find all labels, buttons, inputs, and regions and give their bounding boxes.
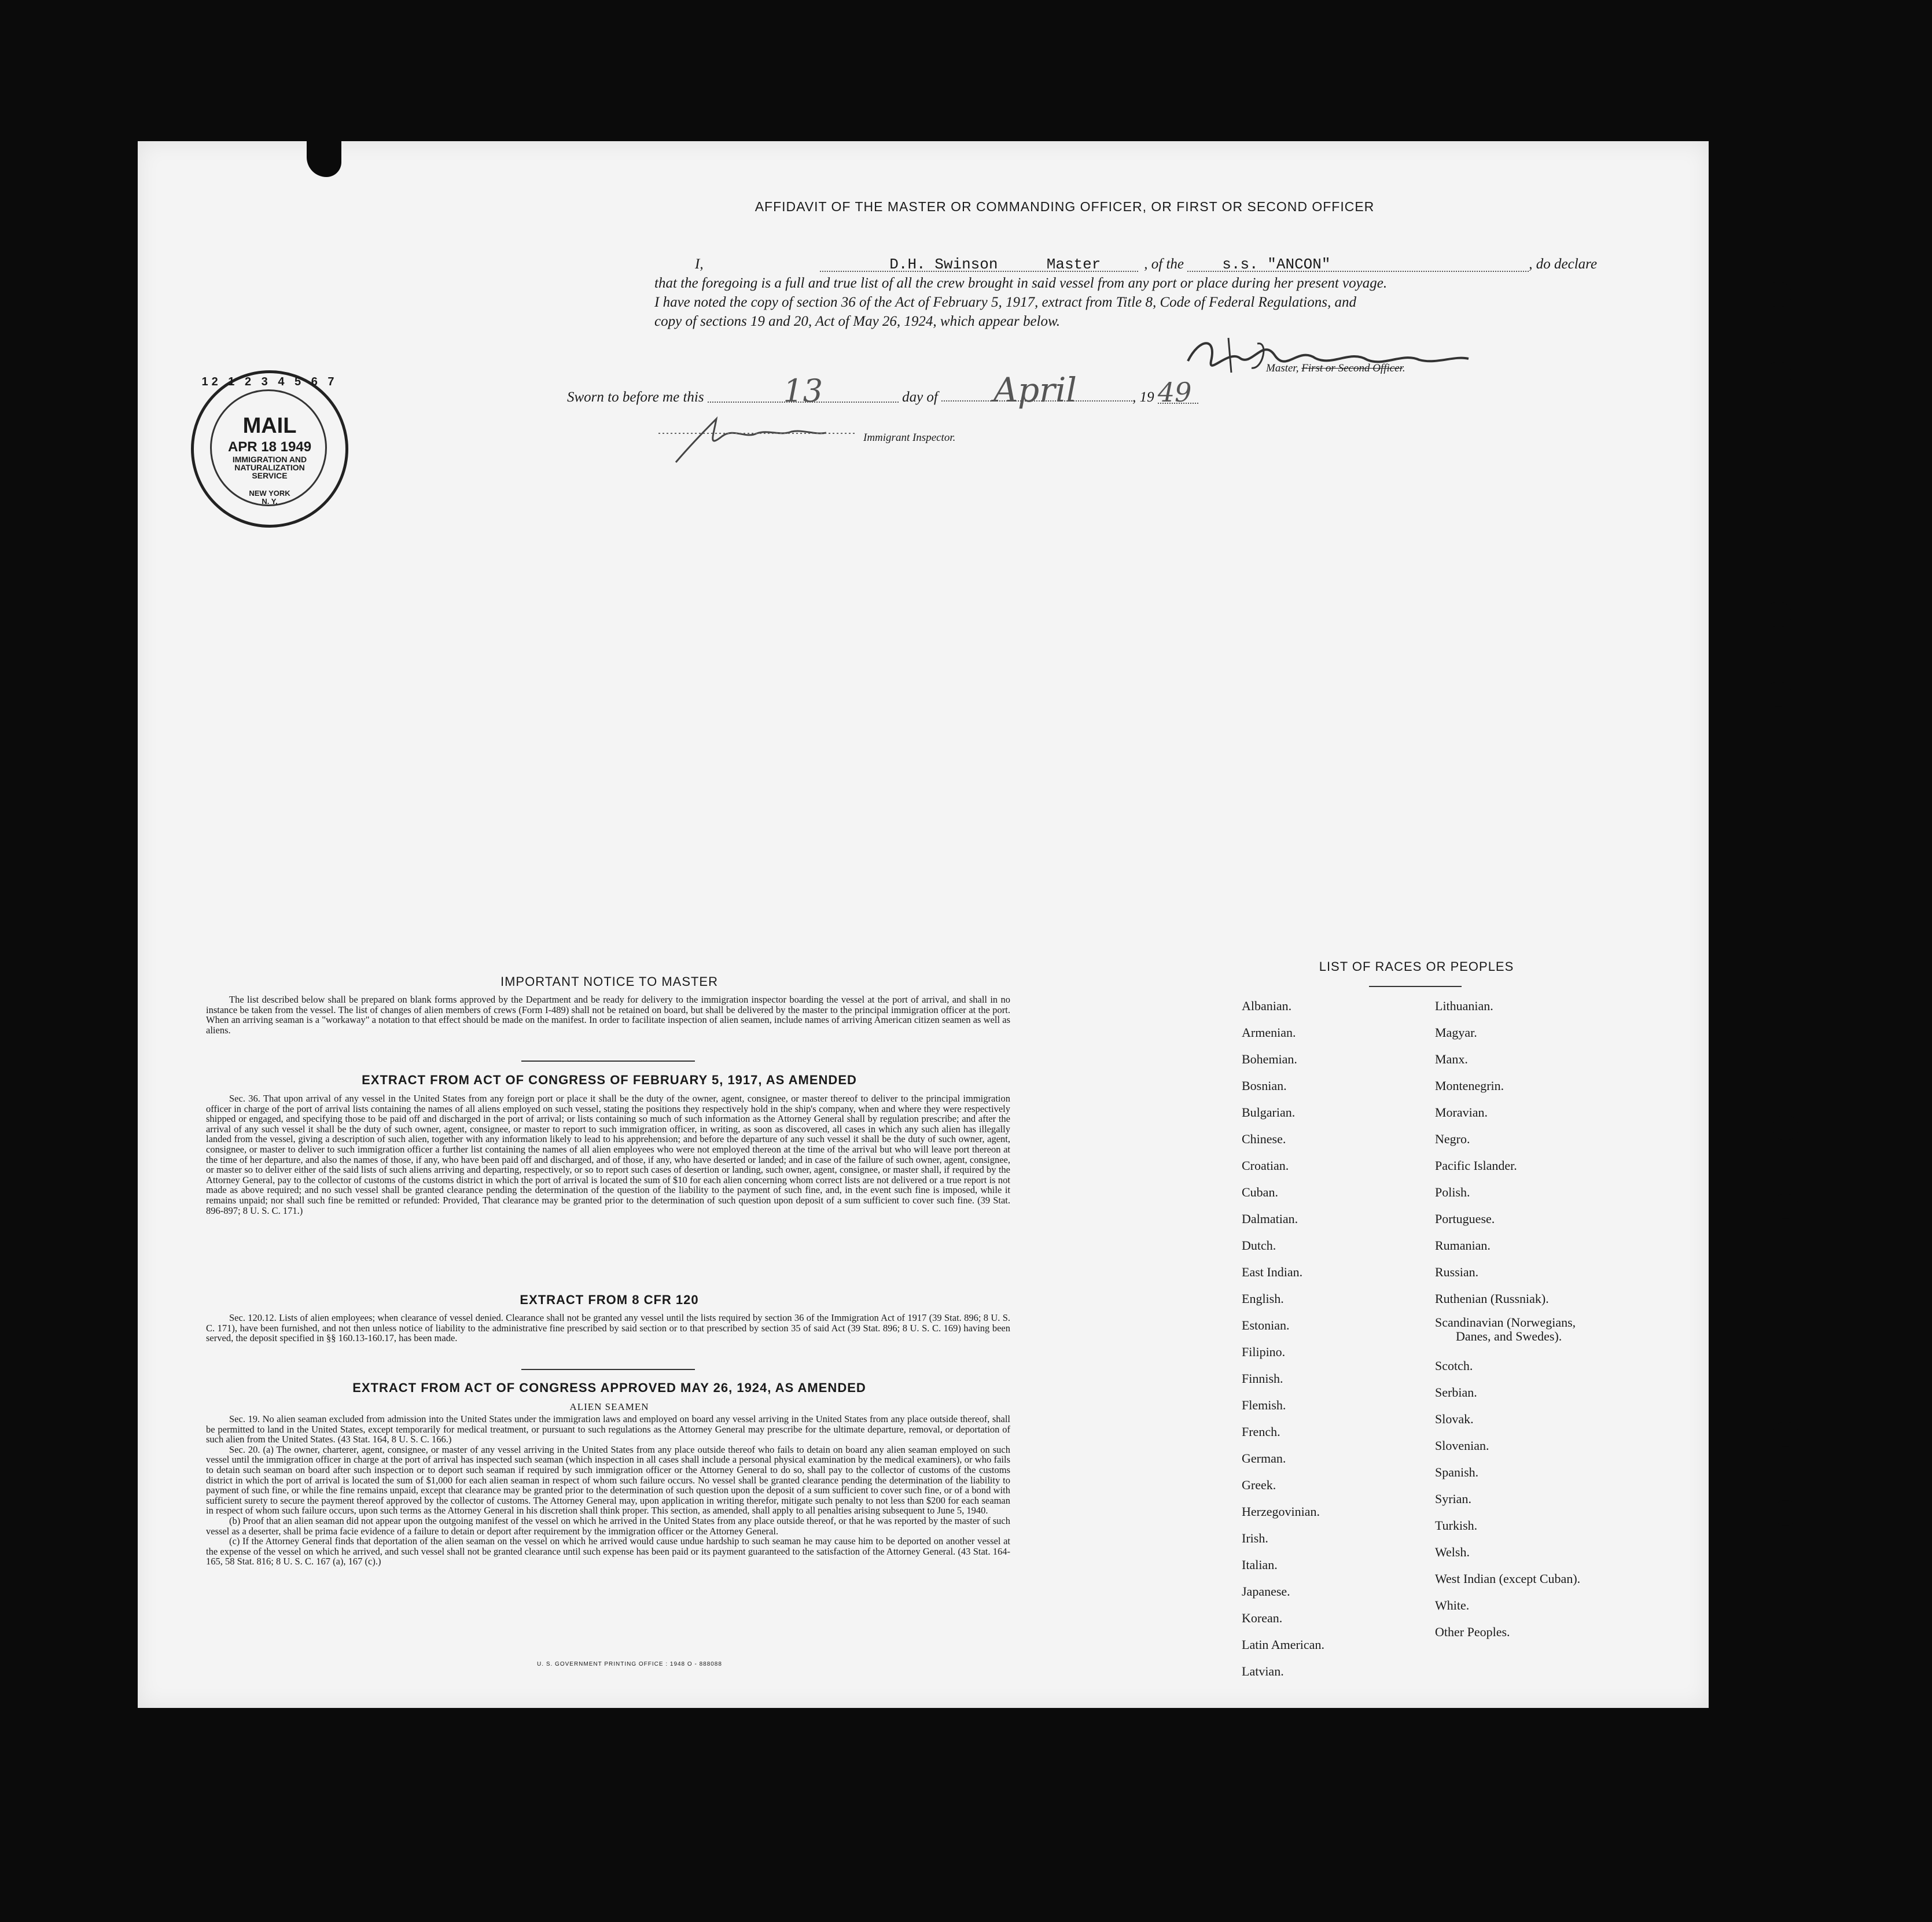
affidavit-heading: AFFIDAVIT OF THE MASTER OR COMMANDING OFFICER, OR FIRST OR SECOND OFFICER xyxy=(755,199,1375,214)
race-item: Rumanian. xyxy=(1435,1238,1491,1253)
race-item: Ruthenian (Russniak). xyxy=(1435,1291,1549,1306)
of-the-text: , of the xyxy=(1144,256,1184,272)
vessel-field xyxy=(1187,255,1529,272)
sec-19-text: Sec. 19. No alien seaman excluded from admission into the United States under the immigration laws and employed on board any vessel arriving in the United States from any place outside thereof, shall be permitted to land in the United States, except temporarily for medical treatment, or pursuant to such regulations as the Attorney General may prescribe for the ultimate departure, removal, or deportation of such alien from the United States. (43 Stat. 164, 8 U. S. C. 166.) xyxy=(206,1413,1010,1445)
inspector-caption: Immigrant Inspector. xyxy=(863,432,956,444)
extract-1924-body xyxy=(206,1414,1010,1567)
affidavit-line-4: copy of sections 19 and 20, Act of May 26, 1924, which appear below. xyxy=(654,314,1061,329)
race-item: Filipino. xyxy=(1242,1345,1286,1359)
stamp-number: 5 xyxy=(295,375,305,388)
race-item: Latvian. xyxy=(1242,1664,1284,1678)
race-item: Estonian. xyxy=(1242,1318,1290,1332)
stamp-state: N. Y. xyxy=(262,497,278,506)
race-item: Irish. xyxy=(1242,1531,1268,1545)
master-rank: Master xyxy=(1046,256,1101,273)
stamp-number: 6 xyxy=(311,375,321,388)
vessel-name: s.s. "ANCON" xyxy=(1222,256,1331,273)
divider xyxy=(521,1369,695,1370)
race-item: French. xyxy=(1242,1424,1280,1439)
stamp-agency: IMMIGRATION AND NATURALIZATION SERVICE xyxy=(232,455,307,480)
binder-hole xyxy=(1773,1422,1798,1447)
binder-hole xyxy=(1766,362,1791,387)
stamp-number: 1 xyxy=(228,375,238,388)
race-item-line: Danes, and Swedes). xyxy=(1456,1329,1562,1343)
stamp-number: 2 xyxy=(244,375,255,388)
stamp-number: 3 xyxy=(261,375,271,388)
sec-20b-text: (b) Proof that an alien seaman did not appear upon the outgoing manifest of the vessel on which he arrived in the United States from any place outside thereof, or that he was reported by the master of such vessel as a deserter, shall be prima facie evidence of a failure to detain or deport after requirement by the immigration officer or the Attorney General. xyxy=(206,1515,1010,1537)
received-stamp xyxy=(191,370,348,528)
race-item: Pacific Islander. xyxy=(1435,1158,1517,1173)
binder-hole xyxy=(1766,602,1791,627)
races-left-column xyxy=(1242,993,1415,1685)
race-item: Italian. xyxy=(1242,1558,1278,1572)
race-item: German. xyxy=(1242,1451,1286,1466)
race-item: Portuguese. xyxy=(1435,1212,1495,1226)
affidavit-body xyxy=(562,255,1615,331)
affidavit-line-1 xyxy=(562,255,1615,274)
race-item: Bulgarian. xyxy=(1242,1105,1296,1120)
master-signature xyxy=(1176,326,1477,390)
signature-caption-struck: First or Second Officer xyxy=(1301,362,1403,374)
race-item: Flemish. xyxy=(1242,1398,1286,1412)
race-item: Finnish. xyxy=(1242,1371,1283,1386)
race-item: White. xyxy=(1435,1598,1470,1612)
races-right-column xyxy=(1435,993,1684,1645)
sworn-day-field xyxy=(708,373,899,409)
document-page xyxy=(138,141,1709,1708)
binder-hole xyxy=(1766,682,1791,707)
binder-hole xyxy=(1773,1194,1798,1219)
signature-caption-end: . xyxy=(1402,362,1405,374)
stamp-word: MAIL xyxy=(242,414,297,438)
race-item: Spanish. xyxy=(1435,1465,1479,1479)
race-item: Magyar. xyxy=(1435,1025,1477,1040)
race-item: East Indian. xyxy=(1242,1265,1303,1279)
sec-20c-text: (c) If the Attorney General finds that deportation of the alien seaman on the vessel on which he arrived would cause undue hardship to such seaman he may cause him to be deported on another vessel at the expense of the vessel on which he arrived, and such vessel shall not be granted clearance until such expense has been paid or its payment guaranteed to the satisfaction of the Attorney General. (43 Stat. 164-165, 58 Stat. 816; 8 U. S. C. 167 (a), 167 (c).) xyxy=(206,1536,1010,1567)
race-item: Serbian. xyxy=(1435,1385,1477,1400)
sworn-month: April xyxy=(993,370,1077,410)
sworn-day: 13 xyxy=(783,373,823,409)
race-item xyxy=(1435,1312,1684,1353)
affidavit-line-2: that the foregoing is a full and true list of all the crew brought in said vessel from any port or place during her present voyage. xyxy=(654,275,1388,291)
stamp-number: 12 xyxy=(201,375,222,388)
binder-hole xyxy=(1766,282,1791,307)
race-item: West Indian (except Cuban). xyxy=(1435,1571,1581,1586)
affidavit-line-3: I have noted the copy of section 36 of the Act of February 5, 1917, extract from Title 8, Code of Federal Regulations, and xyxy=(654,294,1356,310)
stamp-city: NEW YORK xyxy=(249,489,290,498)
signature-caption-master: Master, xyxy=(1266,362,1302,374)
race-item: Chinese. xyxy=(1242,1132,1286,1146)
inspector-signature xyxy=(658,407,867,465)
do-declare-text: , do declare xyxy=(1529,256,1598,272)
race-item: Syrian. xyxy=(1435,1492,1471,1506)
race-item: Polish. xyxy=(1435,1185,1470,1199)
binder-hole xyxy=(1773,1500,1798,1526)
notice-title: IMPORTANT NOTICE TO MASTER xyxy=(500,974,718,989)
sworn-month-field xyxy=(941,370,1132,410)
race-item: Turkish. xyxy=(1435,1518,1478,1533)
race-item: Croatian. xyxy=(1242,1158,1289,1173)
printing-office-footer: U. S. GOVERNMENT PRINTING OFFICE : 1948 O - 888088 xyxy=(537,1661,722,1667)
races-title: LIST OF RACES OR PEOPLES xyxy=(1319,959,1514,974)
sworn-year: 49 xyxy=(1157,377,1192,408)
race-item: Russian. xyxy=(1435,1265,1479,1279)
notice-text: The list described below shall be prepared on blank forms approved by the Department and be ready for delivery to the immigration inspector boarding the vessel at the port of arrival, and shall in no instance be taken from the vessel. The list of changes of alien members of crews (Form I-489) shall not be retained on board, but shall be delivered by the master to the principal immigration officer at the port. When an arriving seaman is a "workaway" a notation to that effect should be made on the manifest. In order to facilitate inspection of alien seamen, include names of arriving American citizen seamen as well as aliens. xyxy=(206,994,1010,1036)
divider xyxy=(521,1061,695,1062)
race-item: Montenegrin. xyxy=(1435,1078,1504,1093)
sworn-year-field xyxy=(1157,377,1198,408)
race-item: Welsh. xyxy=(1435,1545,1470,1559)
extract-8cfr-text: Sec. 120.12. Lists of alien employees; when clearance of vessel denied. Clearance shall not be granted any vessel until the lists required by section 36 of the Immigration Act of 1917 (39 Stat. 896; 8 U. S. C. 171), have been furnished, and not then unless notice of liability to the administrative fine prescribed by said section or to that prescribed by section 35 of said Act (39 Stat. 896; 8 U. S. C. 169) having been served, the deposit specified in §§ 160.13-160.17, has been made. xyxy=(206,1312,1010,1344)
race-item: Lithuanian. xyxy=(1435,999,1493,1013)
race-item: Slovenian. xyxy=(1435,1438,1489,1453)
race-item: Albanian. xyxy=(1242,999,1292,1013)
extract-8cfr-title: EXTRACT FROM 8 CFR 120 xyxy=(520,1293,699,1307)
race-item: Greek. xyxy=(1242,1478,1276,1492)
extract-1924-title: EXTRACT FROM ACT OF CONGRESS APPROVED MAY 26, 1924, AS AMENDED xyxy=(352,1380,866,1395)
stamp-date: APR 18 1949 xyxy=(227,439,312,455)
race-item: Negro. xyxy=(1435,1132,1470,1146)
race-item: Herzegovinian. xyxy=(1242,1504,1320,1519)
master-name-field xyxy=(820,255,1138,272)
race-item: Dutch. xyxy=(1242,1238,1276,1253)
race-item: English. xyxy=(1242,1291,1284,1306)
race-item-line: Scandinavian (Norwegians, xyxy=(1435,1315,1576,1330)
stamp-number: 4 xyxy=(278,375,288,388)
signature-caption xyxy=(1266,362,1405,375)
day-of-text: day of xyxy=(902,389,938,405)
stamp-number: 7 xyxy=(327,375,338,388)
race-item: Moravian. xyxy=(1435,1105,1488,1120)
race-item: Japanese. xyxy=(1242,1584,1290,1599)
race-item: Manx. xyxy=(1435,1052,1468,1066)
race-item: Cuban. xyxy=(1242,1185,1278,1199)
race-item: Scotch. xyxy=(1435,1358,1473,1373)
sworn-text: Sworn to before me this xyxy=(567,389,704,405)
affidavit-pronoun: I, xyxy=(695,256,704,272)
stamp-ring-numbers xyxy=(194,375,345,389)
race-item: Bohemian. xyxy=(1242,1052,1297,1066)
divider xyxy=(1369,986,1462,987)
year-prefix: , 19 xyxy=(1132,389,1154,405)
extract-1917-text: Sec. 36. That upon arrival of any vessel in the United States from any foreign port or place it shall be the duty of the owner, agent, consignee, or master thereof to deliver to the principal immigration officer in charge of the port of arrival lists containing the names of all aliens employed on such vessel, stating the positions they respectively hold in the ship's company, when and where they were respectively shipped or engaged, and specifying those to be paid off and discharged in the port of arrival; or lists containing so much of such information as the Attorney General shall by regulation prescribe; and after the arrival of any such vessel it shall be the duty of such owner, agent, consignee, or master to report to such immigration officer, in writing, as soon as discovered, all cases in which any such alien has illegally landed from the vessel, giving a description of such alien, together with any information likely to lead to his apprehension; and before the departure of any such vessel it shall be the duty of such owner, agent, consignee, or master to deliver to such immigration officer a further list containing the names of all alien employees who were not employed thereon at the time of the arrival but who will leave port thereon at the time of her departure, and also the names of those, if any, who have been paid off and discharged, and of those, if any, who have deserted or landed; and in case of the failure of such owner, agent, consignee, or master so to deliver either of the said lists of such aliens arriving and departing, respectively, or so to report such cases of desertion or landing, such owner, agent, consignee, or master shall, if required by the Attorney General, pay to the collector of customs of the customs district in which the port of arrival is located the sum of $10 for each alien concerning whom correct lists are not delivered or a true report is not made as above required; and no such vessel shall be granted clearance pending the determination of the question of the liability to the payment of such fine, and, in the event such fine is imposed, while it remains unpaid; nor shall such fine be remitted or refunded: Provided, That clearance may be granted prior to the determination of such question upon deposit of a sum sufficient to cover such fine. (39 Stat. 896-897; 8 U. S. C. 171.) xyxy=(206,1093,1010,1216)
race-item: Other Peoples. xyxy=(1435,1625,1510,1639)
extract-1917-title: EXTRACT FROM ACT OF CONGRESS OF FEBRUARY 5, 1917, AS AMENDED xyxy=(362,1073,857,1087)
extract-1924-subtitle: ALIEN SEAMEN xyxy=(569,1401,649,1412)
race-item: Slovak. xyxy=(1435,1412,1474,1426)
torn-edge xyxy=(307,141,341,177)
race-item: Korean. xyxy=(1242,1611,1283,1625)
race-item: Armenian. xyxy=(1242,1025,1296,1040)
binder-hole xyxy=(1773,1115,1798,1140)
master-name: D.H. Swinson xyxy=(889,256,998,273)
sec-20a-text: Sec. 20. (a) The owner, charterer, agent, consignee, or master of any vessel arriving in the United States from any place outside thereof who fails to detain on board any alien seaman employed on such vessel until the immigration officer in charge at the port of arrival has inspected such seaman (which inspection in all cases shall include a personal physical examination by the medical examiners), or who fails to detain such seaman on board after such inspection or to deport such seaman if required by such immigration officer or the Attorney General to do so, shall pay to the collector of customs of the customs district in which the port of arrival is located the sum of $1,000 for each alien seaman in respect of whom such failure occurs. No vessel shall be granted clearance pending the determination of the liability to payment of such fine, or while the fine remains unpaid, except that clearance may be granted prior to the determination of such question upon the deposit of a sum sufficient to cover such fine, or of a bond with sufficient surety to secure the payment thereof approved by the collector of customs. The Attorney General may, upon application in writing therefor, mitigate such penalty to not less than $200 for each seaman in respect of whom such failure occurs, upon such terms as the Attorney General in his discretion shall think proper. This section, as amended, shall apply to all penalties arising subsequent to June 5, 1940. xyxy=(206,1444,1010,1516)
sworn-line xyxy=(567,370,1377,410)
race-item: Latin American. xyxy=(1242,1637,1324,1652)
race-item: Bosnian. xyxy=(1242,1078,1287,1093)
race-item: Dalmatian. xyxy=(1242,1212,1298,1226)
